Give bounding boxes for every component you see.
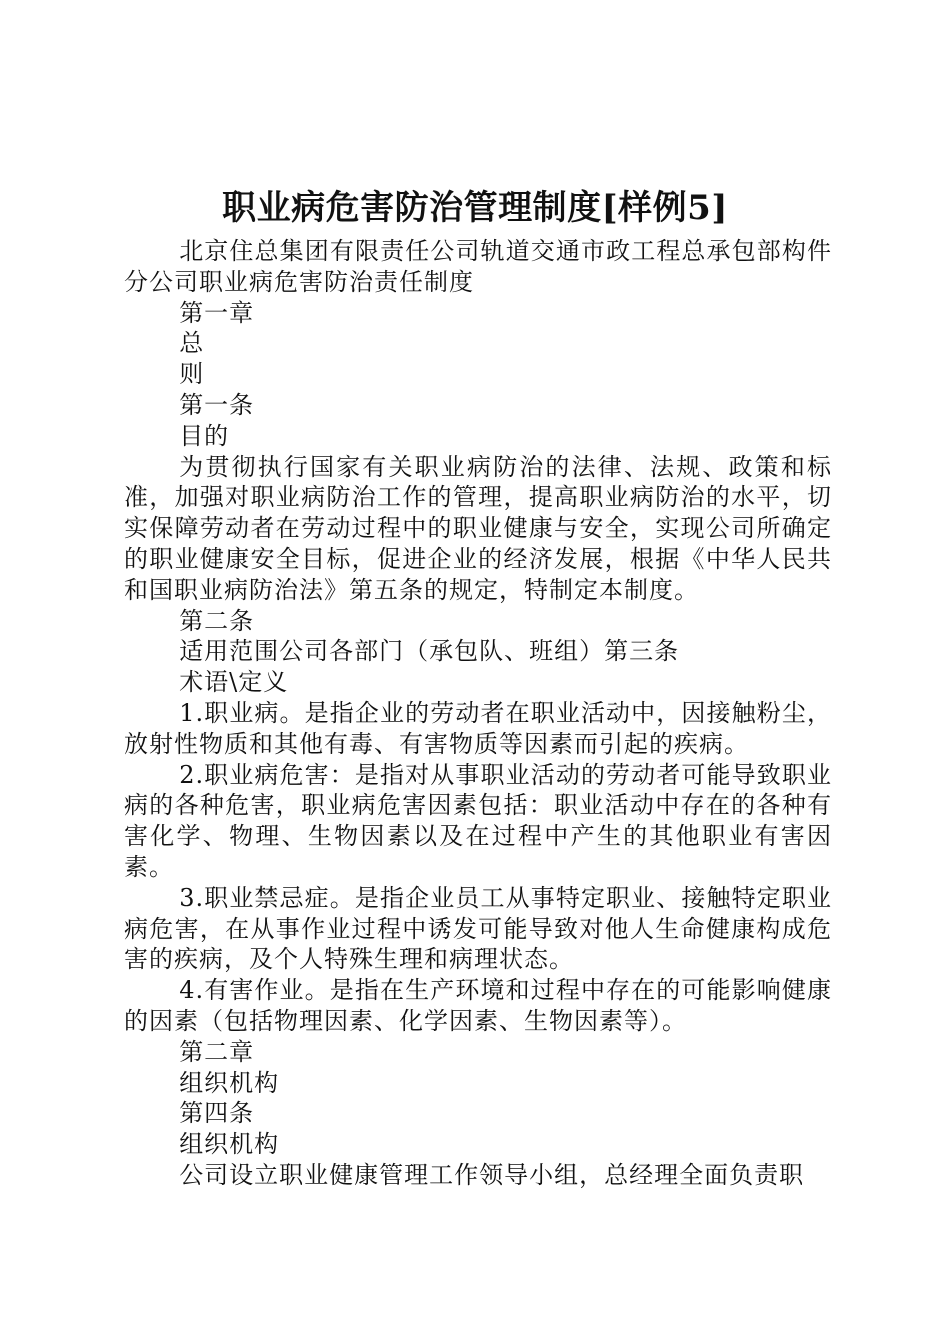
article-heading: 第一条 (179, 390, 255, 419)
definition-item: 3.职业禁忌症。是指企业员工从事特定职业、接触特定职业病危害，在从事作业过程中诱发可能导致对他人生命健康构成危害的疾病，及个人特殊生理和病理状态。 (124, 883, 832, 974)
article-title: 目的 (179, 421, 230, 450)
article-heading: 第二条 (179, 606, 255, 635)
chapter-title: 组织机构 (179, 1068, 280, 1097)
definition-item: 2.职业病危害：是指对从事职业活动的劳动者可能导致职业病的各种危害，职业病危害因素包括：职业活动中存在的各种有害化学、物理、生物因素以及在过程中产生的其他职业有害因素。 (124, 760, 832, 881)
document-title: 职业病危害防治管理制度[样例5] (222, 188, 728, 228)
body-paragraph: 为贯彻执行国家有关职业病防治的法律、法规、政策和标准，加强对职业病防治工作的管理，提高职业病防治的水平，切实保障劳动者在劳动过程中的职业健康与安全，实现公司所确定的职业健康安全目标，促进企业的经济发展，根据《中华人民共和国职业病防治法》第五条的规定，特制定本制度。 (124, 452, 832, 604)
article-heading: 第四条 (179, 1099, 255, 1128)
paragraph-intro: 北京住总集团有限责任公司轨道交通市政工程总承包部构件分公司职业病危害防治责任制度 (124, 237, 832, 296)
document-body (124, 236, 832, 1191)
chapter-title-part: 总 (179, 329, 205, 358)
chapter-heading: 第二章 (179, 1037, 255, 1066)
definition-item: 1.职业病。是指企业的劳动者在职业活动中，因接触粉尘，放射性物质和其他有毒、有害物质等因素而引起的疾病。 (124, 698, 832, 758)
article-title: 适用范围公司各部门（承包队、班组）第三条 (179, 637, 680, 666)
article-title: 组织机构 (179, 1130, 280, 1159)
chapter-heading: 第一章 (179, 298, 255, 327)
chapter-title-part: 则 (179, 360, 205, 389)
definition-item: 4.有害作业。是指在生产环境和过程中存在的可能影响健康的因素（包括物理因素、化学因素、生物因素等）。 (124, 976, 832, 1035)
body-paragraph: 公司设立职业健康管理工作领导小组，总经理全面负责职 (179, 1160, 805, 1189)
article-title: 术语\定义 (179, 668, 289, 697)
